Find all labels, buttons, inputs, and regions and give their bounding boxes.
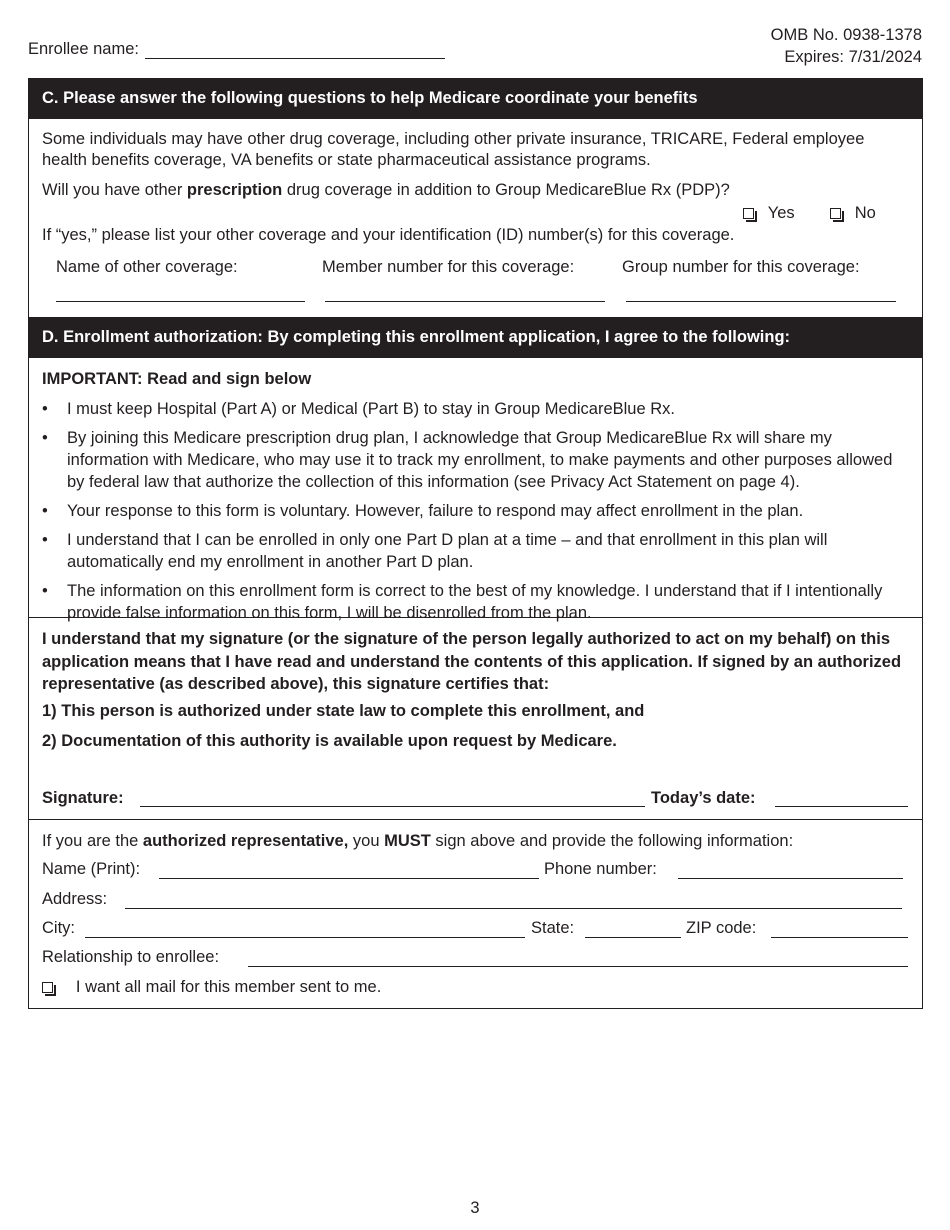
authorization-list [42, 398, 909, 631]
state-label: State: [531, 919, 575, 937]
omb-expiration: Expires: 7/31/2024 [784, 48, 922, 66]
name-print-field[interactable] [159, 878, 539, 879]
section-d-header: D. Enrollment authorization: By completing this enrollment application, I agree to the following: [29, 317, 922, 358]
representative-intro: If you are the authorized representative, you MUST sign above and provide the following information: [42, 832, 794, 850]
member-number-field[interactable] [325, 301, 605, 302]
relationship-label: Relationship to enrollee: [42, 948, 220, 966]
city-field[interactable] [85, 937, 525, 938]
name-print-label: Name (Print): [42, 860, 141, 878]
phone-number-label: Phone number: [544, 860, 657, 878]
address-label: Address: [42, 890, 108, 908]
yes-checkbox-icon[interactable] [743, 208, 754, 219]
omb-info [771, 24, 922, 68]
no-checkbox-icon[interactable] [830, 208, 841, 219]
representative-section [29, 819, 922, 1008]
section-c [29, 119, 922, 317]
yes-label: Yes [767, 204, 795, 222]
no-option[interactable] [830, 203, 876, 224]
enrollee-name-field[interactable] [145, 40, 445, 59]
enrollee-name-row [28, 40, 445, 59]
zip-code-field[interactable] [771, 937, 908, 938]
section-c-header: C. Please answer the following questions to help Medicare coordinate your benefits [29, 78, 922, 119]
other-coverage-name-field[interactable] [56, 301, 305, 302]
signature-statement: I understand that my signature (or the signature of the person legally authorized to act on my behalf) on this application means that I have read and understand the contents of this application. If signed by an authorized representative (as described above), this signature certifies that: [42, 630, 902, 693]
page-header [28, 24, 922, 70]
authorization-item: • Your response to this form is voluntary. However, failure to respond may affect enrollment in the plan. [42, 500, 909, 522]
group-number-field[interactable] [626, 301, 896, 302]
prescription-question: Will you have other prescription drug coverage in addition to Group MedicareBlue Rx (PDP)? [42, 181, 730, 199]
no-label: No [854, 204, 876, 222]
certification-point-1: 1) This person is authorized under state law to complete this enrollment, and [42, 702, 645, 720]
phone-number-field[interactable] [678, 878, 903, 879]
important-notice: IMPORTANT: Read and sign below [42, 370, 312, 388]
mail-preference-option[interactable] [42, 977, 381, 998]
todays-date-label: Today’s date: [651, 789, 756, 807]
state-field[interactable] [585, 937, 681, 938]
page-number: 3 [470, 1199, 480, 1217]
todays-date-field[interactable] [775, 806, 908, 807]
group-number-label: Group number for this coverage: [622, 258, 860, 276]
member-number-label: Member number for this coverage: [322, 258, 575, 276]
enrollee-name-label: Enrollee name: [28, 40, 139, 58]
signature-label: Signature: [42, 789, 124, 807]
authorization-item: • I understand that I can be enrolled in only one Part D plan at a time – and that enrollment in this plan will automatically end my enrollment in another Part D plan. [42, 529, 909, 573]
signature-field[interactable] [140, 806, 645, 807]
enrollment-form [28, 78, 923, 1009]
certification-point-2: 2) Documentation of this authority is available upon request by Medicare. [42, 732, 617, 750]
zip-code-label: ZIP code: [686, 919, 757, 937]
relationship-field[interactable] [248, 966, 908, 967]
authorization-item: • The information on this enrollment form is correct to the best of my knowledge. I understand that if I intentionally provide false information on this form, I will be disenrolled from the plan. [42, 580, 909, 624]
signature-section [29, 617, 922, 819]
other-coverage-name-label: Name of other coverage: [56, 258, 238, 276]
omb-number: OMB No. 0938-1378 [770, 26, 922, 44]
authorization-item: • By joining this Medicare prescription drug plan, I acknowledge that Group MedicareBlue Rx will share my information with Medicare, who may use it to track my enrollment, to make payments and other purposes allowed by federal law that authorize the collection of this information (see Privacy Act Statement on page 4). [42, 427, 909, 493]
authorization-item: • I must keep Hospital (Part A) or Medical (Part B) to stay in Group MedicareBlue Rx. [42, 398, 909, 420]
other-coverage-intro: Some individuals may have other drug coverage, including other private insurance, TRICARE, Federal employee health benefits coverage, VA benefits or state pharmaceutical assistance programs. [42, 130, 865, 169]
mail-preference-label: I want all mail for this member sent to me. [75, 978, 382, 996]
city-label: City: [42, 919, 75, 937]
yes-option[interactable] [743, 203, 795, 224]
if-yes-instructions: If “yes,” please list your other coverage and your identification (ID) number(s) for this coverage. [42, 226, 735, 244]
address-field[interactable] [125, 908, 902, 909]
section-d [29, 358, 922, 622]
mail-checkbox-icon[interactable] [42, 982, 53, 993]
